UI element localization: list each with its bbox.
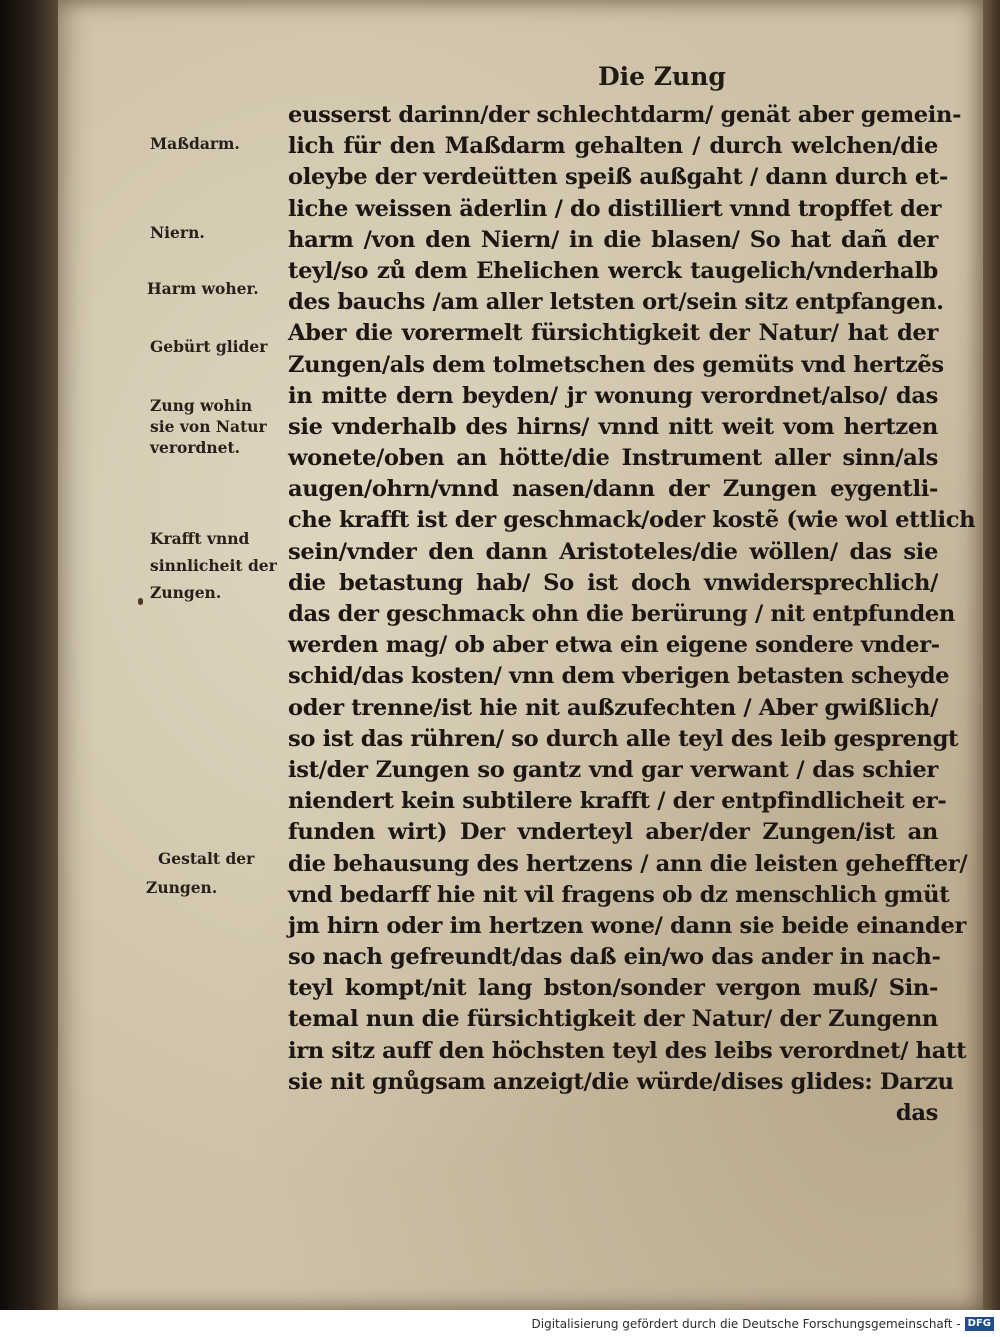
body-text-block (288, 100, 976, 1129)
text-line: niendert kein subtilere krafft / der entpfindlicheit er- (288, 788, 947, 815)
text-line: oleybe der verdeütten speiß außgaht / dann durch et- (288, 164, 949, 191)
text-line: in mitte dern beyden/ jr wonung verordnet/also/ das (288, 382, 938, 409)
margin-note-zungen-1: Zungen. (150, 583, 222, 602)
margin-note-sinnlicheit: sinnlicheit der (150, 556, 277, 575)
text-line: Zungen/als dem tolmetschen des gemüts vnd hertzẽs (288, 351, 944, 378)
text-line: schid/das kosten/ vnn dem vberigen betasten scheyde (288, 663, 950, 690)
running-head: Die Zung (598, 62, 726, 91)
footer-credit-text: Digitalisierung gefördert durch die Deutsche Forschungsgemeinschaft - (531, 1316, 961, 1331)
catchword: das (895, 1100, 938, 1126)
text-line: sie vnderhalb des hirns/ vnnd nitt weit vom hertzen (288, 413, 938, 440)
text-line: temal nun die fürsichtigkeit der Natur/ der Zungenn (288, 1006, 938, 1033)
text-line: werden mag/ ob aber etwa ein eigene sondere vnder- (288, 632, 940, 659)
page-stain (138, 598, 143, 605)
text-line: sie nit gnůgsam anzeigt/die würde/dises glides: Darzu (288, 1068, 954, 1095)
text-line: eusserst darinn/der schlechtdarm/ genät aber gemein- (288, 102, 962, 128)
margin-note-von-natur: sie von Natur (150, 417, 267, 436)
text-line: so nach gefreundt/das daß ein/wo das ander in nach- (288, 944, 941, 971)
text-line: vnd bedarff hie nit vil fragens ob dz menschlich gmüt (288, 881, 950, 908)
text-line: teyl kompt/nit lang bston/sonder vergon muß/ Sin- (288, 975, 938, 1002)
text-line: sein/vnder den dann Aristoteles/die wöllen/ das sie (288, 538, 938, 565)
text-line: jm hirn oder im hertzen wone/ dann sie beide einander (288, 912, 967, 939)
margin-note-niern: Niern. (150, 223, 205, 242)
margin-note-gebuert: Gebürt glider (150, 337, 268, 356)
text-line: die behausung des hertzens / ann die leisten geheffter/ (288, 850, 968, 877)
text-line: so ist das rühren/ so durch alle teyl des leib gesprengt (288, 725, 959, 752)
margin-note-krafft: Krafft vnnd (150, 529, 250, 548)
margin-note-massdarm: Maßdarm. (150, 134, 240, 153)
book-edge-right (983, 0, 1000, 1310)
text-line: ist/der Zungen so gantz vnd gar verwant / das schier (288, 756, 938, 783)
text-line: funden wirt) Der vnderteyl aber/der Zungen/ist an (288, 819, 938, 846)
text-line: das der geschmack ohn die berürung / nit entpfunden (288, 601, 955, 627)
text-line: teyl/so zů dem Ehelichen werck taugelich/vnderhalb (288, 257, 938, 284)
margin-note-zung-wohin: Zung wohin (150, 396, 253, 415)
text-line: die betastung hab/ So ist doch vnwidersprechlich/ (288, 569, 938, 596)
dfg-logo: DFG (965, 1317, 994, 1331)
margin-note-zungen-2: Zungen. (146, 878, 218, 897)
text-line: liche weissen äderlin / do distilliert vnnd tropffet der (288, 195, 942, 222)
text-line: oder trenne/ist hie nit außzufechten / Aber gwißlich/ (288, 694, 938, 721)
text-line: wonete/oben an hötte/die Instrument aller sinn/als (288, 445, 938, 472)
text-line: augen/ohrn/vnnd nasen/dann der Zungen eygentli- (288, 476, 938, 503)
text-line: harm /von den Niern/ in die blasen/ So hat dañ der (288, 226, 938, 253)
text-line: lich für den Maßdarm gehalten / durch welchen/die (288, 133, 938, 160)
margin-note-verordnet: verordnet. (150, 438, 241, 457)
margin-note-gestalt: Gestalt der (158, 849, 255, 868)
margin-note-harm: Harm woher. (147, 279, 259, 298)
text-line: che krafft ist der geschmack/oder kostẽ (wie wol ettlich (288, 507, 976, 534)
text-line: des bauchs /am aller letsten ort/sein sitz entpfangen. (288, 289, 944, 316)
book-binding-left (0, 0, 58, 1310)
text-line: irn sitz auff den höchsten teyl des leibs verordnet/ hatt (288, 1037, 967, 1064)
text-line: Aber die vorermelt fürsichtigkeit der Natur/ hat der (288, 320, 938, 347)
digitization-footer (0, 1310, 1000, 1337)
